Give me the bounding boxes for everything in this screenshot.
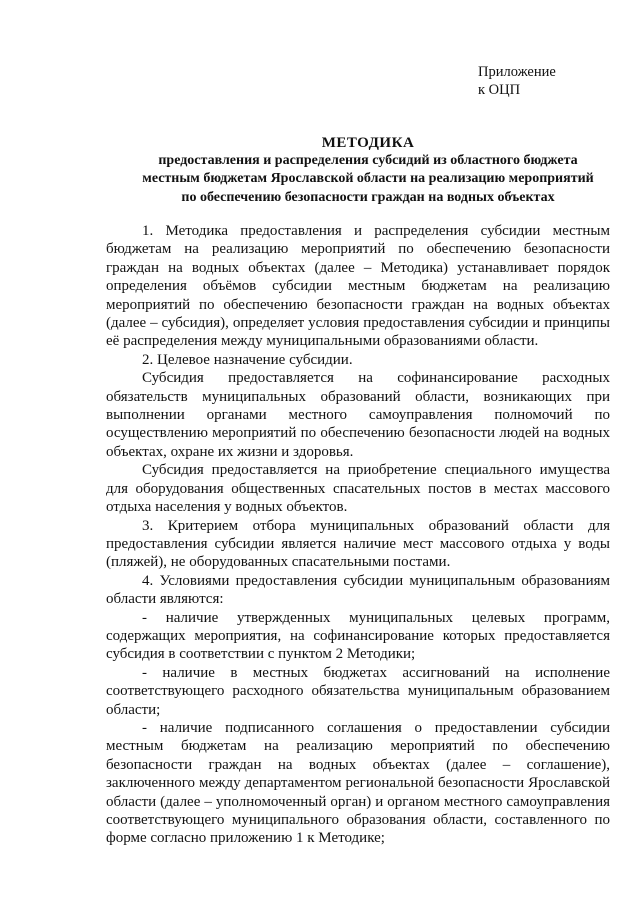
appendix-line-1: Приложение [478,64,556,80]
list-item-1: - наличие утвержденных муниципальных целевых программ, содержащих мероприятия, на софинансирование которых предоставляется субсидия в соответствии с пунктом 2 Методики; [106,609,610,663]
paragraph-2: 2. Целевое назначение субсидии. [142,351,353,368]
title-subtitle-line-1: предоставления и распределения субсидий из областного бюджета [158,153,578,169]
document-title [106,134,630,207]
paragraph-4: Субсидия предоставляется на приобретение специального имущества для оборудования общественных спасательных постов в местах массового отдыха населения у водных объектов. [106,462,610,516]
appendix-line-2: к ОЦП [478,82,521,98]
paragraph-5: 3. Критерием отбора муниципальных образований области для предоставления субсидии является наличие мест массового отдыха у воды (пляжей), не оборудованных спасательными постами. [106,517,610,571]
title-subtitle-line-2: местным бюджетам Ярославской области на реализацию мероприятий [142,171,594,187]
title-subtitle-line-3: по обеспечению безопасности граждан на водных объектах [181,189,555,205]
paragraph-1: 1. Методика предоставления и распределения субсидии местным бюджетам на реализацию мероприятий по обеспечению безопасности граждан на водных объектах (далее – Методика) устанавливает порядок определения объёмов субсидии местным бюджетам на реализацию мероприятий по обеспечению безопасности граждан на водных объектах (далее – субсидия), определяет условия предоставления субсидии и принципы её распределения между муниципальными образованиями области. [106,223,610,350]
appendix-label [478,63,556,99]
list-item-3: - наличие подписанного соглашения о предоставлении субсидии местным бюджетам на реализацию мероприятий по обеспечению безопасности граждан на водных объектах (далее – соглашение), заключенного между департаментом региональной безопасности Ярославской области (далее – уполномоченный орган) и органом местного самоуправления соответствующего муниципального образования области, составленного по форме согласно приложению 1 к Методике; [106,719,610,847]
paragraph-3: Субсидия предоставляется на софинансирование расходных обязательств муниципальных образований области, возникающих при выполнении органами местного самоуправления полномочий по осуществлению мероприятий по обеспечению безопасности людей на водных объектах, охране их жизни и здоровья. [106,370,610,460]
list-item-2: - наличие в местных бюджетах ассигнований на исполнение соответствующего расходного обязательства муниципальным образованием области; [106,664,610,718]
paragraph-6: 4. Условиями предоставления субсидии муниципальным образованиям области являются: [106,572,610,608]
title-main: МЕТОДИКА [321,135,415,151]
document-body [106,222,610,848]
